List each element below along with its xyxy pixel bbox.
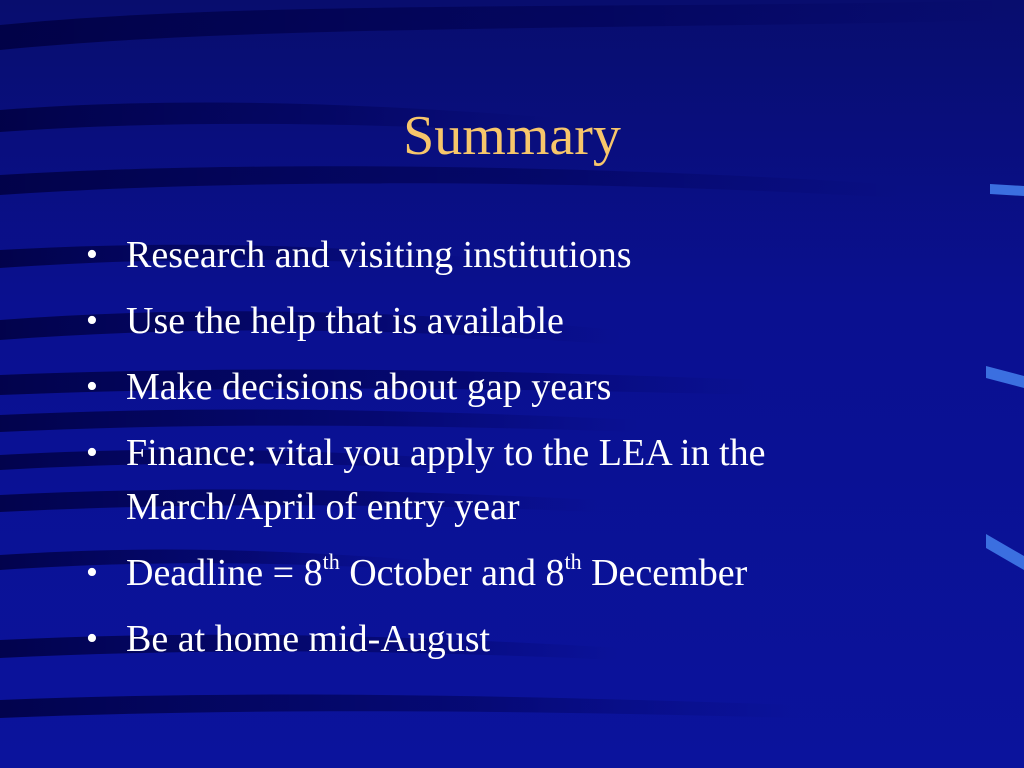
bullet-item: • Research and visiting institutions — [82, 228, 962, 282]
bullet-item: • Make decisions about gap years — [82, 360, 962, 414]
edge-accent-3 — [986, 534, 1024, 570]
bullet-item: • Finance: vital you apply to the LEA in the March/April of entry year — [82, 426, 962, 534]
edge-accent-2 — [986, 366, 1024, 388]
edge-accent-1 — [990, 184, 1024, 196]
bullet-item: • Be at home mid-August — [82, 612, 962, 666]
bullet-list — [82, 228, 962, 678]
slide-title: Summary — [403, 105, 621, 167]
bullet-item: • Use the help that is available — [82, 294, 962, 348]
bullet-item: • Deadline = 8th October and 8th December — [82, 546, 962, 600]
